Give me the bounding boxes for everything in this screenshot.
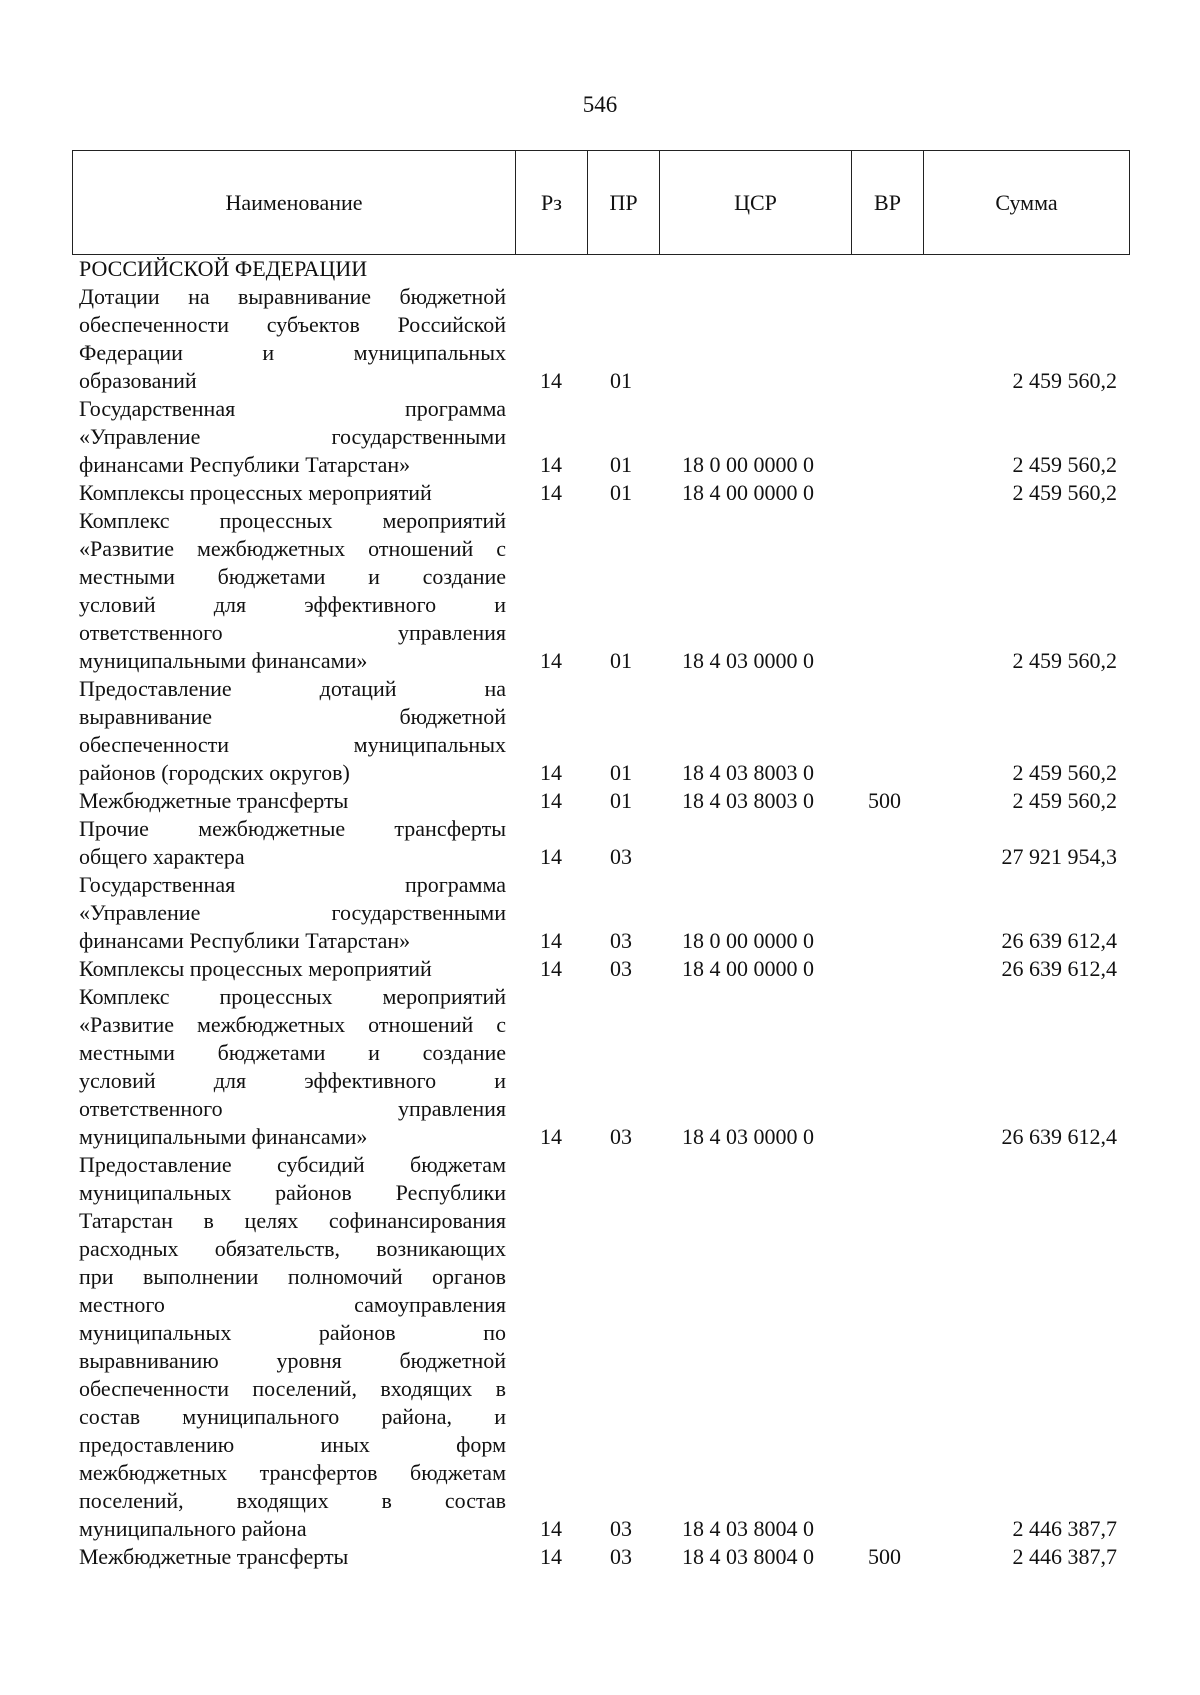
- row-name-line: условий для эффективного и: [79, 1068, 506, 1093]
- row-name-line: ответственного управления: [79, 620, 506, 645]
- row-name-line: «Развитие межбюджетных отношений с: [79, 536, 506, 561]
- table-row: [0, 479, 1200, 507]
- column-header-name: Наименование: [73, 151, 516, 254]
- row-name-line: Прочие межбюджетные трансферты: [79, 816, 506, 841]
- row-name-line: местными бюджетами и создание: [79, 1040, 506, 1065]
- row-name-line: предоставлению иных форм: [79, 1432, 506, 1457]
- column-header-vr: ВР: [852, 151, 924, 254]
- cell-csr: 18 4 03 8004 0: [682, 1516, 814, 1541]
- table-row: [0, 255, 1200, 283]
- cell-rz: 14: [540, 928, 562, 953]
- cell-pr: 01: [610, 648, 632, 673]
- cell-pr: 01: [610, 368, 632, 393]
- table-row: [0, 1543, 1200, 1571]
- table-row: [0, 871, 1200, 955]
- cell-csr: 18 4 03 8003 0: [682, 760, 814, 785]
- cell-sum: 2 459 560,2: [1012, 788, 1117, 813]
- row-name-line: обеспеченности муниципальных: [79, 732, 506, 757]
- row-name: [79, 955, 506, 983]
- table-row: [0, 395, 1200, 479]
- row-name-line: местными бюджетами и создание: [79, 564, 506, 589]
- row-name-line: районов (городских округов): [79, 760, 350, 785]
- row-name-line: Дотации на выравнивание бюджетной: [79, 284, 506, 309]
- row-name: [79, 675, 506, 787]
- table-row: [0, 675, 1200, 787]
- cell-csr: 18 0 00 0000 0: [682, 928, 814, 953]
- row-name-line: при выполнении полномочий органов: [79, 1264, 506, 1289]
- row-name-line: выравнивание бюджетной: [79, 704, 506, 729]
- row-name-line: межбюджетных трансфертов бюджетам: [79, 1460, 506, 1485]
- cell-csr: 18 0 00 0000 0: [682, 452, 814, 477]
- row-name-line: выравниванию уровня бюджетной: [79, 1348, 506, 1373]
- row-name: [79, 507, 506, 675]
- cell-csr: 18 4 00 0000 0: [682, 480, 814, 505]
- row-name-line: муниципальных районов по: [79, 1320, 506, 1345]
- cell-sum: 2 446 387,7: [1012, 1544, 1117, 1569]
- cell-rz: 14: [540, 480, 562, 505]
- row-name-line: Государственная программа: [79, 872, 506, 897]
- cell-sum: 27 921 954,3: [1001, 844, 1117, 869]
- row-name: [79, 255, 506, 283]
- row-name-line: Комплекс процессных мероприятий: [79, 984, 506, 1009]
- column-header-csr: ЦСР: [660, 151, 852, 254]
- row-name: [79, 395, 506, 479]
- row-name-line: муниципальных районов Республики: [79, 1180, 506, 1205]
- row-name-line: местного самоуправления: [79, 1292, 506, 1317]
- row-name-line: РОССИЙСКОЙ ФЕДЕРАЦИИ: [79, 256, 368, 281]
- cell-vr: 500: [868, 1544, 901, 1569]
- row-name: [79, 983, 506, 1151]
- table-row: [0, 983, 1200, 1151]
- cell-csr: 18 4 00 0000 0: [682, 956, 814, 981]
- row-name-line: обеспеченности субъектов Российской: [79, 312, 506, 337]
- cell-pr: 01: [610, 788, 632, 813]
- row-name-line: Межбюджетные трансферты: [79, 788, 349, 813]
- row-name: [79, 283, 506, 395]
- cell-rz: 14: [540, 788, 562, 813]
- row-name-line: Федерации и муниципальных: [79, 340, 506, 365]
- row-name-line: Комплекс процессных мероприятий: [79, 508, 506, 533]
- cell-rz: 14: [540, 844, 562, 869]
- cell-pr: 03: [610, 928, 632, 953]
- cell-sum: 2 459 560,2: [1012, 368, 1117, 393]
- row-name-line: Предоставление дотаций на: [79, 676, 506, 701]
- table-row: [0, 507, 1200, 675]
- row-name-line: Комплексы процессных мероприятий: [79, 956, 432, 981]
- cell-sum: 2 446 387,7: [1012, 1516, 1117, 1541]
- cell-rz: 14: [540, 1516, 562, 1541]
- cell-vr: 500: [868, 788, 901, 813]
- page-number: 546: [582, 92, 618, 117]
- row-name-line: «Развитие межбюджетных отношений с: [79, 1012, 506, 1037]
- cell-sum: 2 459 560,2: [1012, 760, 1117, 785]
- table-header: [72, 150, 1130, 255]
- row-name-line: «Управление государственными: [79, 900, 506, 925]
- row-name-line: ответственного управления: [79, 1096, 506, 1121]
- cell-csr: 18 4 03 0000 0: [682, 648, 814, 673]
- cell-sum: 2 459 560,2: [1012, 648, 1117, 673]
- row-name-line: муниципальными финансами»: [79, 1124, 368, 1149]
- cell-pr: 03: [610, 844, 632, 869]
- row-name-line: Комплексы процессных мероприятий: [79, 480, 432, 505]
- cell-pr: 03: [610, 1516, 632, 1541]
- cell-csr: 18 4 03 8003 0: [682, 788, 814, 813]
- cell-sum: 2 459 560,2: [1012, 480, 1117, 505]
- cell-pr: 01: [610, 760, 632, 785]
- table-row: [0, 787, 1200, 815]
- row-name-line: Предоставление субсидий бюджетам: [79, 1152, 506, 1177]
- cell-sum: 26 639 612,4: [1001, 928, 1117, 953]
- row-name-line: муниципального района: [79, 1516, 307, 1541]
- row-name-line: «Управление государственными: [79, 424, 506, 449]
- cell-rz: 14: [540, 760, 562, 785]
- column-header-sum: Сумма: [995, 189, 1058, 215]
- cell-csr: 18 4 03 8004 0: [682, 1544, 814, 1569]
- cell-rz: 14: [540, 368, 562, 393]
- row-name-line: состав муниципального района, и: [79, 1404, 506, 1429]
- cell-rz: 14: [540, 452, 562, 477]
- row-name-line: общего характера: [79, 844, 245, 869]
- cell-pr: 03: [610, 956, 632, 981]
- table-row: [0, 815, 1200, 871]
- cell-rz: 14: [540, 1544, 562, 1569]
- table-row: [0, 955, 1200, 983]
- row-name-line: финансами Республики Татарстан»: [79, 452, 411, 477]
- row-name-line: поселений, входящих в состав: [79, 1488, 506, 1513]
- table-row: [0, 283, 1200, 395]
- row-name: [79, 479, 506, 507]
- row-name-line: расходных обязательств, возникающих: [79, 1236, 506, 1261]
- table-row: [0, 1151, 1200, 1543]
- cell-pr: 03: [610, 1544, 632, 1569]
- row-name: [79, 815, 506, 871]
- cell-pr: 01: [610, 452, 632, 477]
- row-name-line: финансами Республики Татарстан»: [79, 928, 411, 953]
- cell-sum: 26 639 612,4: [1001, 1124, 1117, 1149]
- row-name-line: образований: [79, 368, 197, 393]
- row-name-line: Татарстан в целях софинансирования: [79, 1208, 506, 1233]
- cell-rz: 14: [540, 1124, 562, 1149]
- column-header-rz: Рз: [516, 151, 588, 254]
- column-header-pr: ПР: [588, 151, 660, 254]
- row-name: [79, 1543, 506, 1571]
- row-name-line: Государственная программа: [79, 396, 506, 421]
- row-name: [79, 1151, 506, 1543]
- row-name-line: обеспеченности поселений, входящих в: [79, 1376, 506, 1401]
- cell-csr: 18 4 03 0000 0: [682, 1124, 814, 1149]
- table-body: [0, 255, 1200, 1571]
- cell-rz: 14: [540, 648, 562, 673]
- cell-pr: 03: [610, 1124, 632, 1149]
- row-name: [79, 871, 506, 955]
- row-name-line: муниципальными финансами»: [79, 648, 368, 673]
- row-name: [79, 787, 506, 815]
- row-name-line: Межбюджетные трансферты: [79, 1544, 349, 1569]
- cell-pr: 01: [610, 480, 632, 505]
- row-name-line: условий для эффективного и: [79, 592, 506, 617]
- cell-sum: 26 639 612,4: [1001, 956, 1117, 981]
- cell-sum: 2 459 560,2: [1012, 452, 1117, 477]
- cell-rz: 14: [540, 956, 562, 981]
